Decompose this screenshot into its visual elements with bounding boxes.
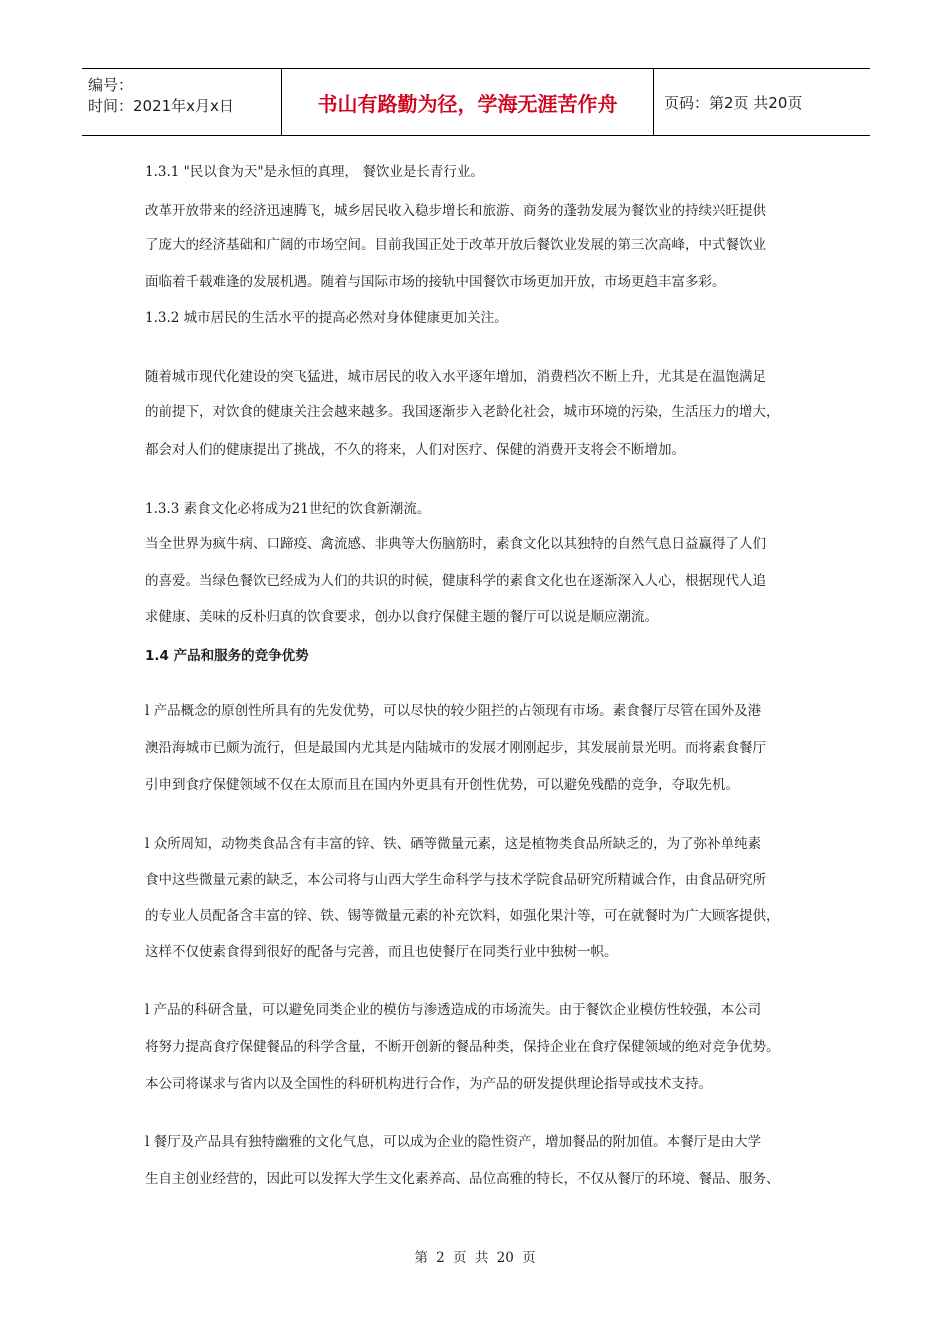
paragraph-line: 改革开放带来的经济迅速腾飞，城乡居民收入稳步增长和旅游、商务的蓬勃发展为餐饮业的持续兴旺提供 [145,203,766,219]
paragraph-line: 这样不仅使素食得到很好的配备与完善，而且也使餐厅在同类行业中独树一帜。 [145,944,618,960]
paragraph-line: 了庞大的经济基础和广阔的市场空间。目前我国正处于改革开放后餐饮业发展的第三次高峰，中式餐饮业 [145,237,766,253]
header-meta-cell [82,69,282,135]
header-table [82,68,870,136]
page-footer: 第 2 页 共 20 页 [414,1250,536,1266]
bullet-line: l 餐厅及产品具有独特幽雅的文化气息，可以成为企业的隐性资产，增加餐品的附加值。本餐厅是由大学 [145,1134,762,1150]
paragraph-line: 食中这些微量元素的缺乏，本公司将与山西大学生命科学与技术学院食品研究所精诚合作，由食品研究所 [145,872,766,888]
header-page-label: 页码：第2页 共20页 [664,93,803,112]
paragraph-line: 澳沿海城市已颇为流行，但是最国内尤其是内陆城市的发展才刚刚起步，其发展前景光明。而将素食餐厅 [145,740,766,756]
paragraph-line: 的前提下，对饮食的健康关注会越来越多。我国逐渐步入老龄化社会，城市环境的污染，生活压力的增大， [145,404,780,420]
paragraph-line: 将努力提高食疗保健餐品的科学含量，不断开创新的餐品种类，保持企业在食疗保健领域的绝对竞争优势。 [145,1039,780,1055]
bullet-line: l 产品的科研含量，可以避免同类企业的模仿与渗透造成的市场流失。由于餐饮企业模仿性较强，本公司 [145,1002,762,1018]
header-motto: 书山有路勤为径，学海无涯苦作舟 [282,69,654,135]
section-1-3-1-heading: 1.3.1 "民以食为天"是永恒的真理， 餐饮业是长青行业。 [145,164,484,180]
paragraph-line: 当全世界为疯牛病、口蹄疫、禽流感、非典等大伤脑筋时，素食文化以其独特的自然气息日益赢得了人们 [145,536,766,552]
paragraph-line: 求健康、美味的反朴归真的饮食要求，创办以食疗保健主题的餐厅可以说是顺应潮流。 [145,609,658,625]
section-1-3-2-heading: 1.3.2 城市居民的生活水平的提高必然对身体健康更加关注。 [145,310,508,326]
bullet-line: l 众所周知，动物类食品含有丰富的锌、铁、硒等微量元素，这是植物类食品所缺乏的，为了弥补单纯素 [145,836,762,852]
paragraph-line: 随着城市现代化建设的突飞猛进，城市居民的收入水平逐年增加，消费档次不断上升，尤其是在温饱满足 [145,369,766,385]
section-1-3-3-heading: 1.3.3 素食文化必将成为21世纪的饮食新潮流。 [145,501,431,517]
paragraph-line: 的专业人员配备含丰富的锌、铁、锡等微量元素的补充饮料，如强化果汁等，可在就餐时为广大顾客提供， [145,908,780,924]
document-number-label: 编号： [88,76,134,94]
document-time-label: 时间：2021年x月x日 [88,97,234,115]
paragraph-line: 都会对人们的健康提出了挑战，不久的将来，人们对医疗、保健的消费开支将会不断增加。 [145,442,685,458]
bullet-line: l 产品概念的原创性所具有的先发优势，可以尽快的较少阻拦的占领现有市场。素食餐厅尽管在国外及港 [145,703,762,719]
section-1-4-heading: 1.4 产品和服务的竞争优势 [145,648,309,664]
paragraph-line: 的喜爱。当绿色餐饮已经成为人们的共识的时候，健康科学的素食文化也在逐渐深入人心，根据现代人追 [145,573,766,589]
paragraph-line: 引申到食疗保健领域不仅在太原而且在国内外更具有开创性优势，可以避免残酷的竞争，夺取先机。 [145,777,739,793]
paragraph-line: 生自主创业经营的，因此可以发挥大学生文化素养高、品位高雅的特长，不仅从餐厅的环境、餐品、服务、 [145,1171,780,1187]
paragraph-line: 面临着千载难逢的发展机遇。随着与国际市场的接轨中国餐饮市场更加开放，市场更趋丰富多彩。 [145,274,726,290]
paragraph-line: 本公司将谋求与省内以及全国性的科研机构进行合作，为产品的研发提供理论指导或技术支持。 [145,1076,712,1092]
